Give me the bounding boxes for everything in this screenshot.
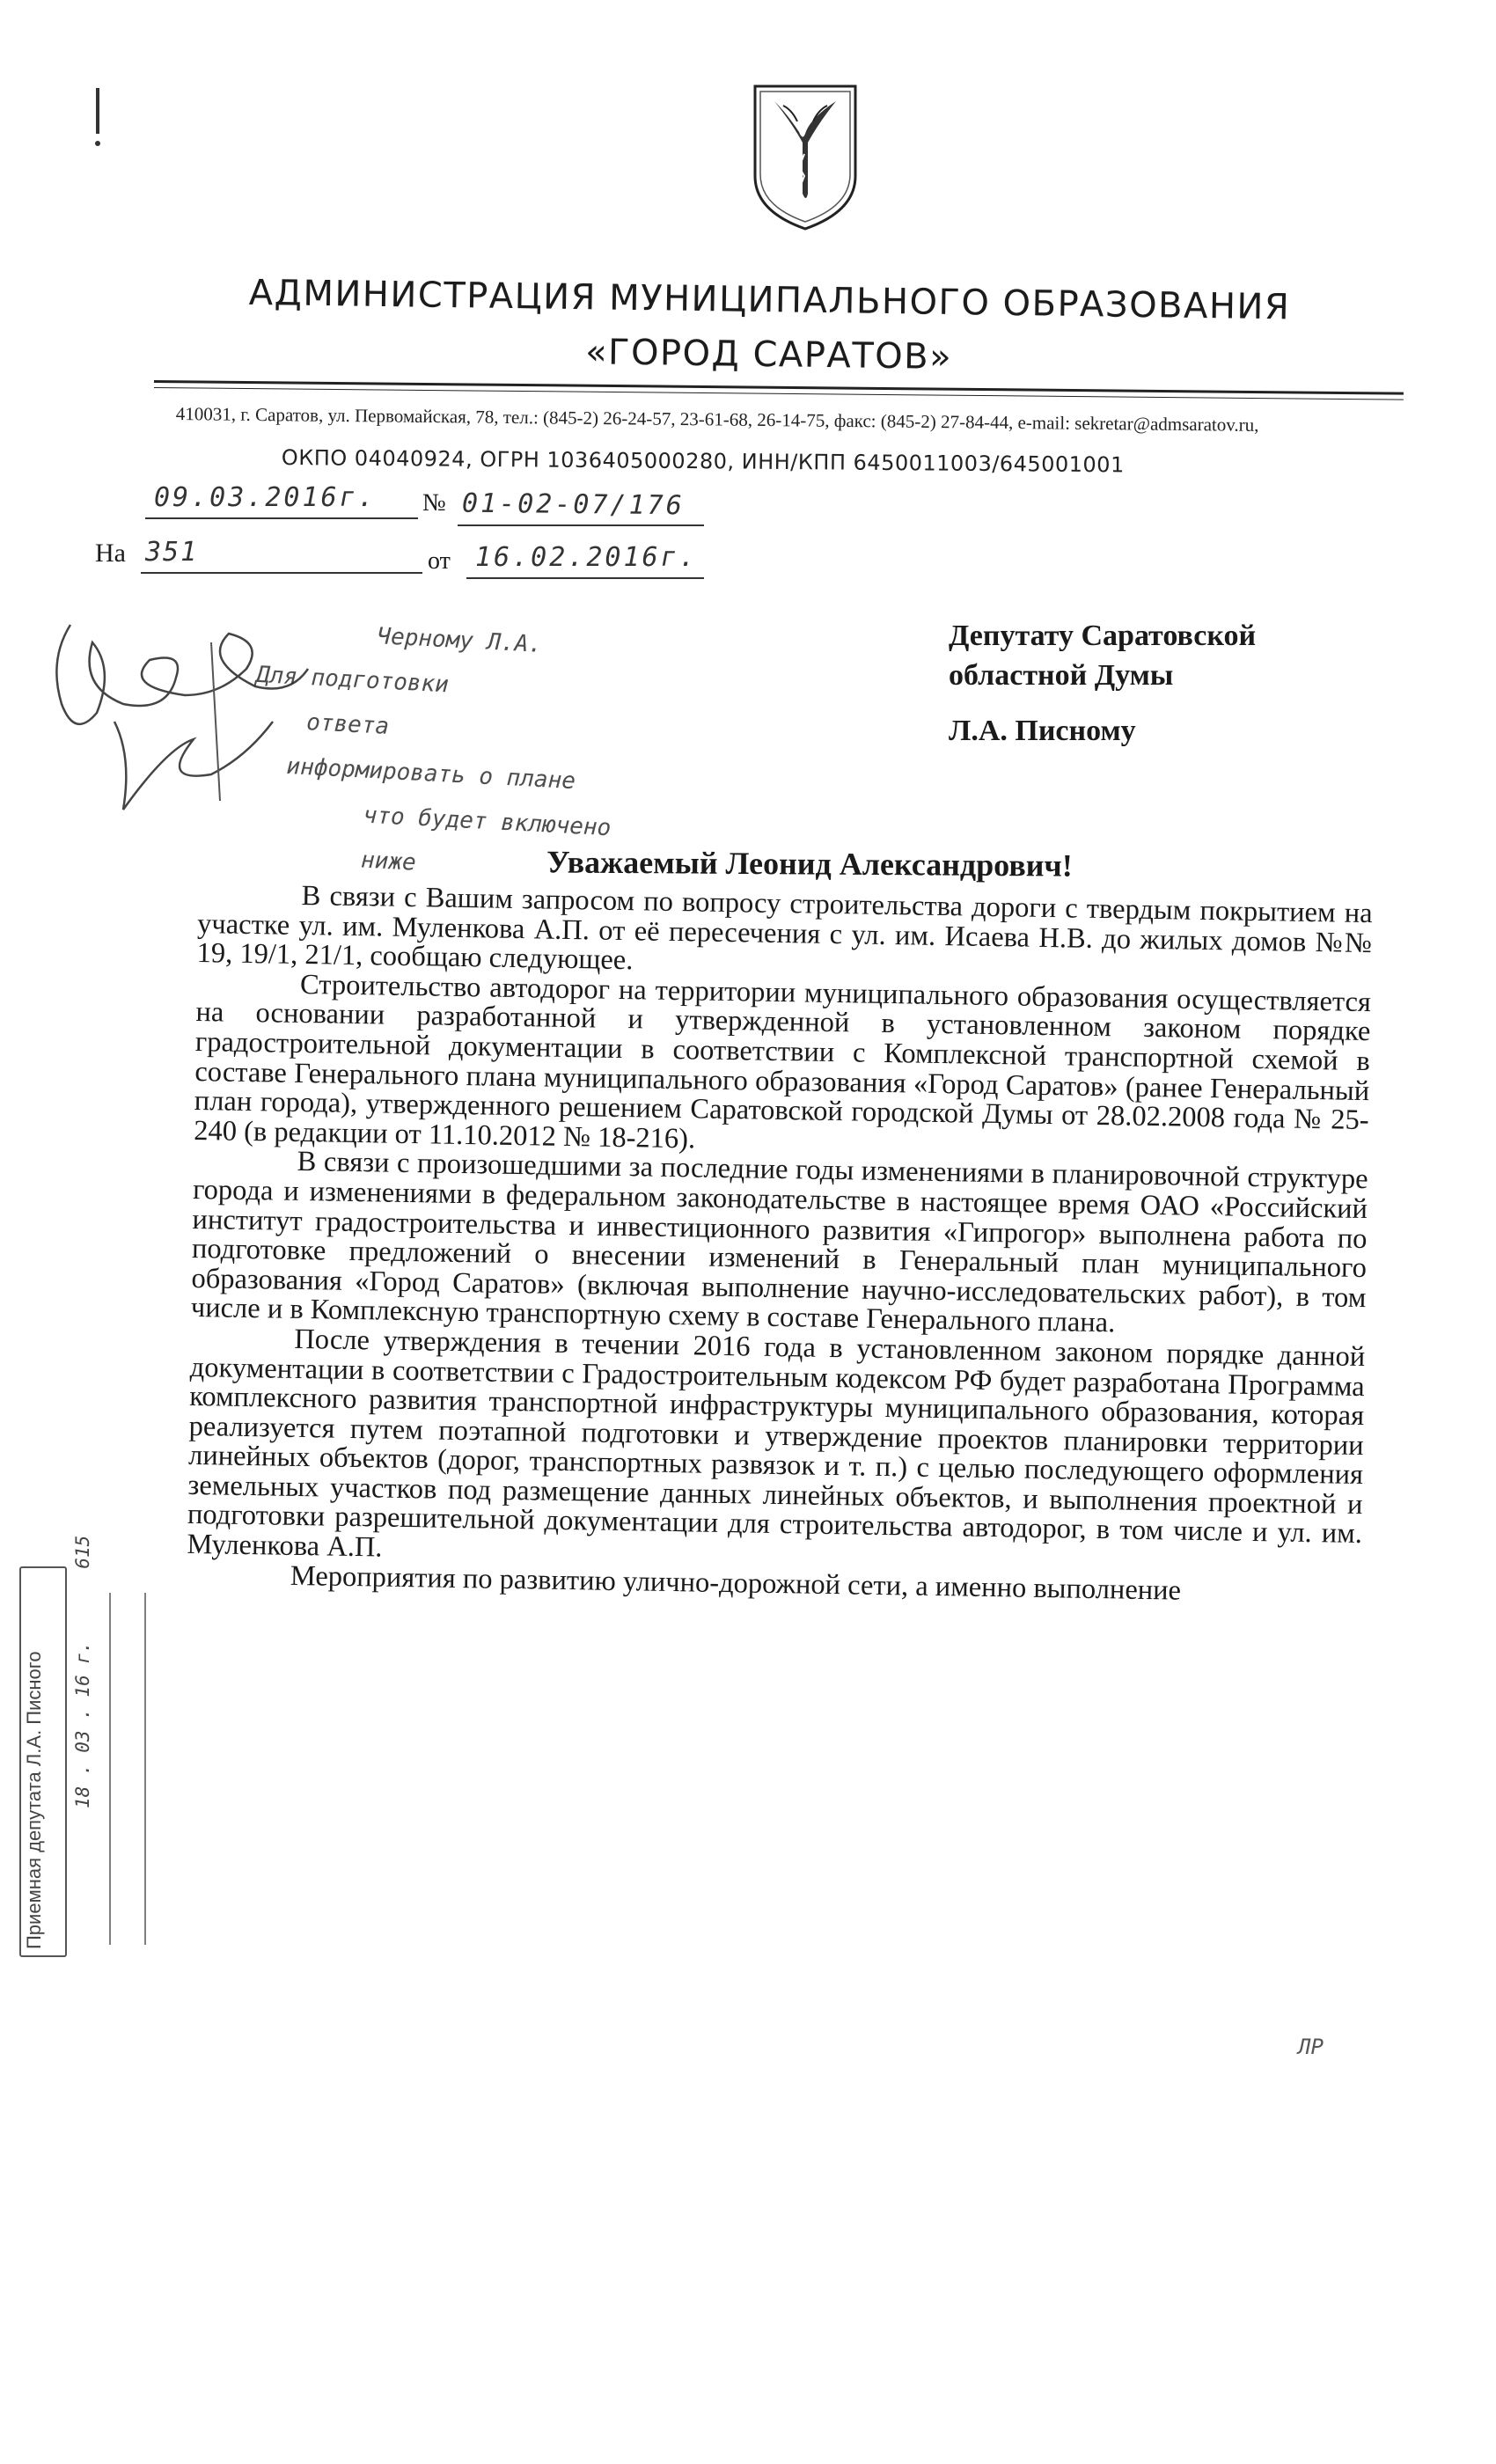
resolution-line: Черному Л.А. (376, 623, 543, 658)
letter-body (187, 880, 1373, 1609)
stamp-received-date: 18 . 03 . 16 г. (72, 1641, 93, 1808)
page-initials: ЛР (1298, 2035, 1324, 2059)
resolution-line: что будет включено (363, 802, 612, 842)
addressee-name: Л.А. Писному (949, 715, 1136, 747)
incoming-number: 351 (145, 537, 199, 568)
body-paragraph: После утверждения в течении 2016 года в установленном законом порядке данной документации в соответствии с Градостроительным кодексом РФ будет разработана Программа комплексного развития транспортной инфраструктуры муниципального образования, которая реализуется путем поэтапной подготовки и утверждение проектов планировки территории линейных объектов (дорог, транспортных развязок и т. п.) с целью последующего оформления земельных участков под размещение данных линейных объектов, и выполнения проектной и подготовки разрешительной документации для строительства автодорог, в том числе и ул. им. Муленкова А.П. (187, 1323, 1366, 1564)
outgoing-date-line (145, 517, 418, 519)
incoming-number-line (141, 572, 422, 574)
stamp-title: Приемная депутата Л.А. Писного (23, 1651, 45, 1949)
address-line: 410031, г. Саратов, ул. Первомайская, 78, тел.: (845-2) 26-24-57, 23-61-68, 26-14-75, факс: (845-2) 27-84-44, e-mail: sekretar@admsaratov.ru, (175, 403, 1259, 436)
outgoing-date: 09.03.2016г. (154, 482, 377, 513)
registration-line: ОКПО 04040924, ОГРН 1036405000280, ИНН/КПП 6450011003/645001001 (281, 445, 1125, 478)
incoming-date-line (466, 577, 704, 579)
organization-title (130, 264, 1408, 391)
resolution-line: ниже (360, 847, 417, 876)
outgoing-number-line (458, 524, 704, 526)
resolution-line: Для подготовки (255, 661, 450, 699)
reply-label: На (95, 539, 126, 568)
stamp-fields (72, 1535, 93, 1949)
margin-mark (92, 88, 103, 150)
body-paragraph: В связи с произошедшими за последние годы изменениями в планировочной структуре города и изменениями в федеральном законодательстве в настоящее время ОАО «Российский институт градостроительства и инвестиционного развития «Гипрогор» выполнена работа по подготовке предложений о внесении изменений в Генеральный план муниципального образования «Город Саратов» (включая выполнение научно-исследовательских работ), в том числе и в Комплексную транспортную схему в составе Генерального плана. (190, 1146, 1368, 1339)
number-label: № (422, 489, 446, 517)
salutation: Уважаемый Леонид Александрович! (546, 844, 1073, 884)
addressee-line-2: областной Думы (949, 659, 1174, 692)
incoming-date: 16.02.2016г. (475, 542, 698, 573)
org-title-line-1: АДМИНИСТРАЦИЯ МУНИЦИПАЛЬНОГО ОБРАЗОВАНИЯ (248, 272, 1291, 328)
addressee-block (949, 616, 1406, 751)
body-paragraph: Строительство автодорог на территории муниципального образования осуществляется на основании разработанной и утвержденной в установленном законом порядке градостроительной документации в соответствии с Комплексной транспортной схемой в составе Генерального плана муниципального образования «Город Саратов» (ранее Генеральный план города), утвержденного решением Саратовской городской Думы от 28.02.2008 года № 25-240 (в редакции от 11.10.2012 № 18-216). (193, 968, 1372, 1155)
addressee-line-1: Депутату Саратовской (949, 620, 1257, 652)
header-rule-thin (154, 387, 1404, 400)
stamp-number: 615 (72, 1535, 93, 1569)
body-paragraph: В связи с Вашим запросом по вопросу строительства дороги с твердым покрытием на участке ул. им. Муленкова А.П. от её пересечения с ул. им. Исаева Н.В. до жилых домов №№ 19, 19/1, 21/1, сообщаю следующее. (196, 879, 1373, 977)
org-title-line-2: «ГОРОД САРАТОВ» (584, 332, 953, 378)
coat-of-arms-icon (748, 79, 862, 233)
from-label: от (428, 547, 451, 575)
resolution-line: ответа (305, 709, 390, 740)
resolution-line: информировать о плане (285, 752, 576, 796)
body-paragraph: Мероприятия по развитию улично-дорожной сети, а именно выполнение (290, 1559, 1182, 1607)
outgoing-number: 01-02-07/176 (461, 488, 685, 522)
